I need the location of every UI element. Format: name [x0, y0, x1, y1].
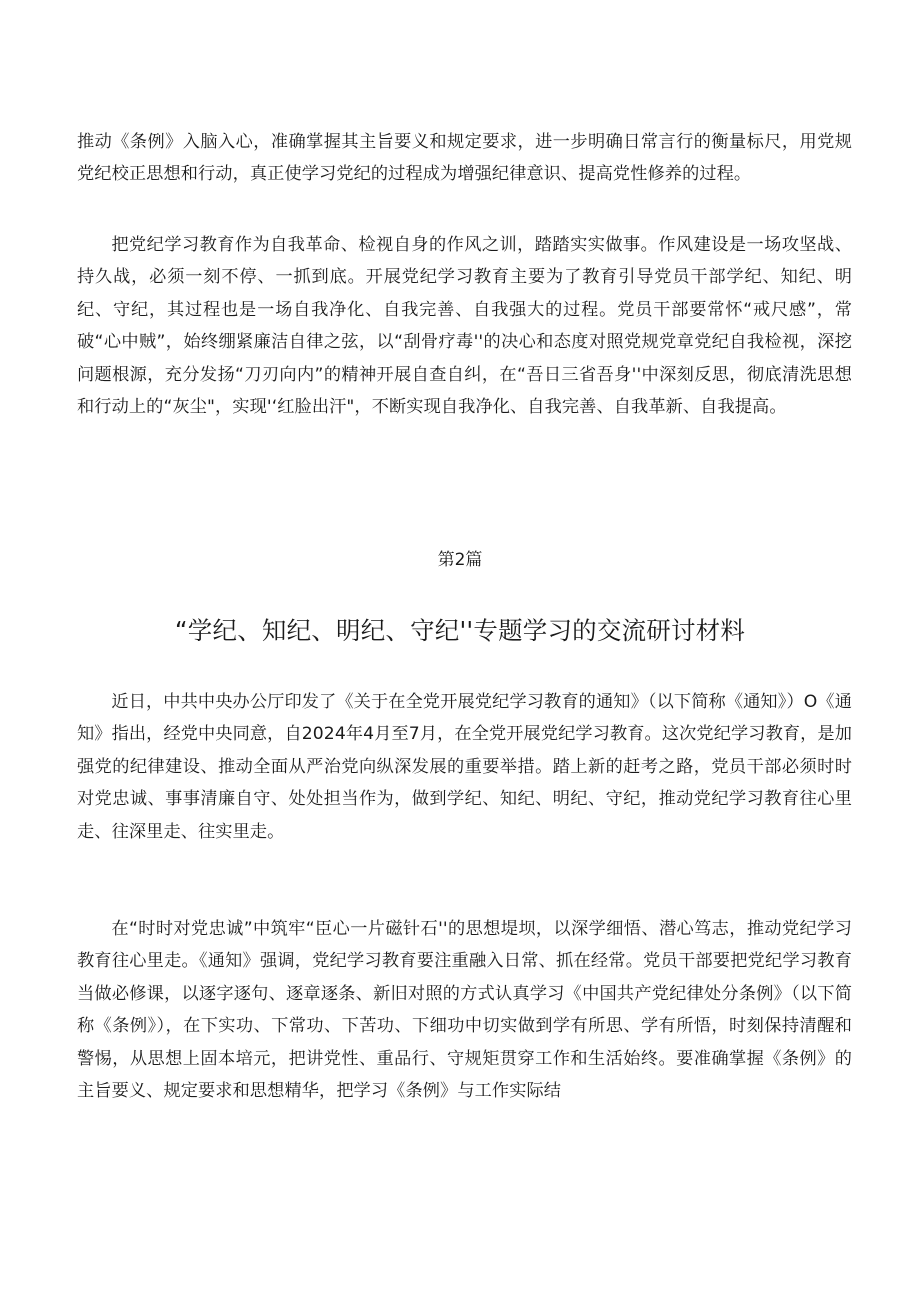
- paragraph-loyalty: 在“时时对党忠诚”中筑牢“臣心一片磁针石''的思想堤坝，以深学细悟、潜心笃志，推动党纪学习教育往心里走。《通知》强调，党纪学习教育要注重融入日常、抓在经常。党员干部要把党纪学习教育当做必修课，以逐字逐句、逐章逐条、新旧对照的方式认真学习《中国共产党纪律处分条例》（以下简称《条例》），在下实功、下常功、下苦功、下细功中切实做到学有所思、学有所悟，时刻保持清醒和警惕，从思想上固本培元，把讲党性、重品行、守规矩贯穿工作和生活始终。要准确掌握《条例》的主旨要义、规定要求和思想精华，把学习《条例》与工作实际结: [77, 919, 852, 1102]
- section-label: 第2篇: [437, 550, 483, 570]
- paragraph-intro: 近日，中共中央办公厅印发了《关于在全党开展党纪学习教育的通知》（以下简称《通知》）O《通知》指出，经党中央同意，自2024年4月至7月，在全党开展党纪学习教育。这次党纪学习教育，是加强党的纪律建设、推动全面从严治党向纵深发展的重要举措。踏上新的赶考之路，党员干部必须时时对党忠诚、事事清廉自守、处处担当作为，做到学纪、知纪、明纪、守纪，推动党纪学习教育往心里走、往深里走、往实里走。: [77, 692, 853, 842]
- paragraph-work-style: 把党纪学习教育作为自我革命、检视自身的作风之训，踏踏实实做事。作风建设是一场攻坚战、持久战，必须一刻不停、一抓到底。开展党纪学习教育主要为了教育引导党员干部学纪、知纪、明纪、守纪，其过程也是一场自我净化、自我完善、自我强大的过程。党员干部要常怀“戒尺感”，常破“心中贼”，始终绷紧廉洁自律之弦，以“刮骨疗毒''的决心和态度对照党规党章党纪自我检视，深挖问题根源，充分发扬“刀刃向内”的精神开展自查自纠，在“吾日三省吾身''中深刻反思，彻底清洗思想和行动上的“灰尘"，实现'‘红脸出汗"，不断实现自我净化、自我完善、自我革新、自我提高。: [77, 235, 852, 418]
- document-title: “学纪、知纪、明纪、守纪''专题学习的交流研讨材料: [174, 616, 746, 645]
- paragraph-continuation: 推动《条例》入脑入心，准确掌握其主旨要义和规定要求，进一步明确日常言行的衡量标尺，用党规党纪校正思想和行动，真正使学习党纪的过程成为增强纪律意识、提高党性修养的过程。: [77, 132, 852, 185]
